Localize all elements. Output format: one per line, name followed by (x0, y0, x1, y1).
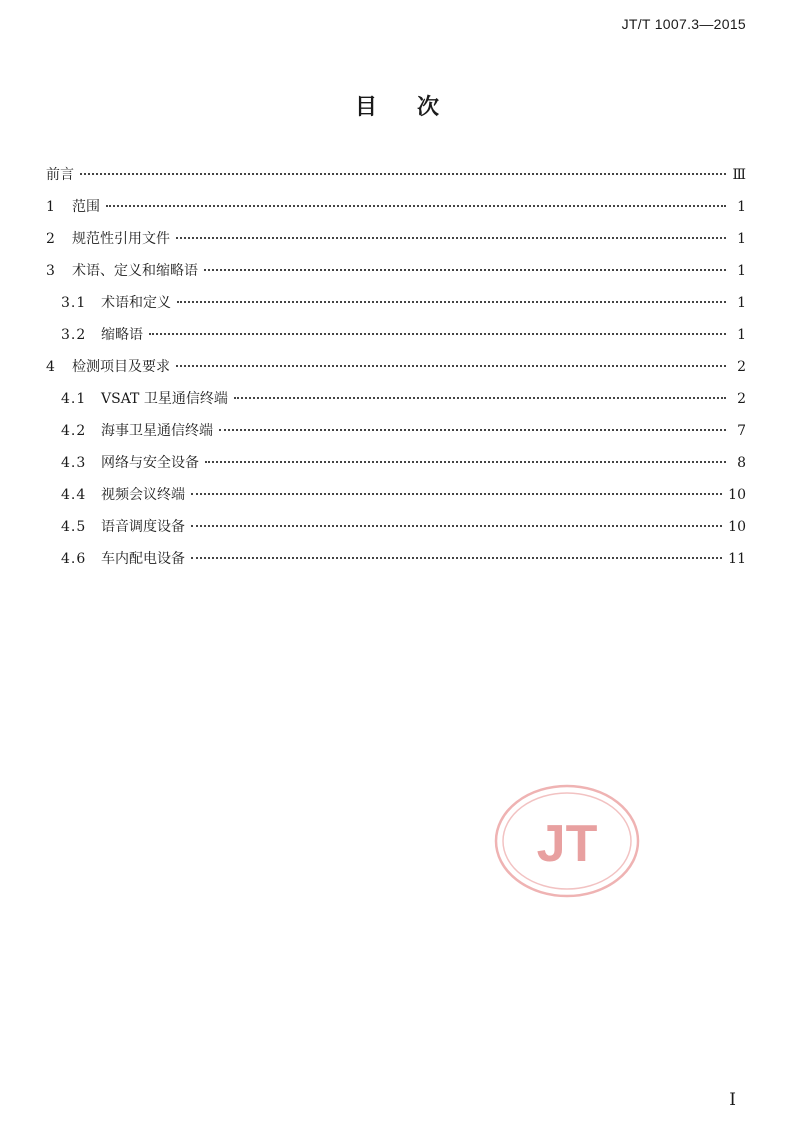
toc-entry-page: 1 (737, 231, 746, 247)
dot-leader (204, 269, 726, 271)
dot-leader (106, 205, 726, 207)
toc-entry-number: 2 (46, 231, 56, 247)
toc-entry-page: Ⅲ (732, 167, 746, 183)
dot-leader (80, 173, 726, 175)
toc-entry[interactable] (46, 419, 746, 451)
page-number: I (729, 1090, 736, 1110)
toc-entry-page: 1 (737, 295, 746, 311)
toc-entry[interactable] (46, 195, 746, 227)
toc-entry-label: 车内配电设备 (101, 551, 185, 567)
toc-entry-page: 7 (737, 423, 746, 439)
toc-entry[interactable] (46, 355, 746, 387)
toc-entry-number: 4.2 (61, 423, 87, 439)
table-of-contents (46, 163, 746, 579)
dot-leader (191, 525, 722, 527)
toc-entry-label: 范围 (72, 199, 100, 215)
toc-entry-page: 2 (737, 391, 746, 407)
toc-entry[interactable] (46, 387, 746, 419)
toc-entry-label: 语音调度设备 (101, 519, 185, 535)
toc-entry-label: 术语、定义和缩略语 (72, 263, 198, 279)
jt-seal-watermark (493, 783, 641, 899)
toc-entry[interactable] (46, 323, 746, 355)
toc-entry-page: 8 (737, 455, 746, 471)
toc-entry-number: 3.1 (61, 295, 87, 311)
toc-entry-label: 网络与安全设备 (101, 455, 199, 471)
toc-entry-page: 10 (728, 519, 746, 535)
dot-leader (205, 461, 726, 463)
toc-entry[interactable] (46, 451, 746, 483)
toc-entry-page: 1 (737, 263, 746, 279)
toc-entry-number: 4.3 (61, 455, 87, 471)
toc-entry[interactable] (46, 291, 746, 323)
dot-leader (219, 429, 726, 431)
toc-entry[interactable] (46, 163, 746, 195)
toc-entry-page: 11 (728, 551, 746, 567)
dot-leader (177, 301, 726, 303)
toc-entry-number: 4.1 (61, 391, 87, 407)
toc-entry-label: 规范性引用文件 (72, 231, 170, 247)
toc-entry[interactable] (46, 259, 746, 291)
toc-entry-number: 3 (46, 263, 56, 279)
toc-entry[interactable] (46, 483, 746, 515)
toc-entry-label: 缩略语 (101, 327, 143, 343)
toc-entry-page: 1 (737, 327, 746, 343)
dot-leader (191, 557, 722, 559)
toc-entry-label: VSAT 卫星通信终端 (101, 391, 228, 407)
toc-entry-page: 1 (737, 199, 746, 215)
toc-entry-label: 术语和定义 (101, 295, 171, 311)
toc-entry-label: 海事卫星通信终端 (101, 423, 213, 439)
toc-entry-number: 1 (46, 199, 56, 215)
toc-entry[interactable] (46, 515, 746, 547)
dot-leader (176, 237, 726, 239)
standard-number: JT/T 1007.3—2015 (621, 16, 746, 32)
toc-entry-label: 视频会议终端 (101, 487, 185, 503)
dot-leader (191, 493, 722, 495)
toc-entry-number: 4.4 (61, 487, 87, 503)
page-title: 目次 (354, 94, 479, 120)
toc-entry-page: 10 (728, 487, 746, 503)
toc-entry-label: 检测项目及要求 (72, 359, 170, 375)
toc-entry-number: 4.5 (61, 519, 87, 535)
toc-entry[interactable] (46, 547, 746, 579)
toc-entry-label: 前言 (46, 167, 74, 183)
toc-entry-number: 3.2 (61, 327, 87, 343)
toc-entry[interactable] (46, 227, 746, 259)
toc-entry-page: 2 (737, 359, 746, 375)
dot-leader (176, 365, 726, 367)
toc-entry-number: 4 (46, 359, 56, 375)
dot-leader (234, 397, 726, 399)
dot-leader (149, 333, 726, 335)
seal-text: JT (536, 815, 598, 873)
toc-entry-number: 4.6 (61, 551, 87, 567)
